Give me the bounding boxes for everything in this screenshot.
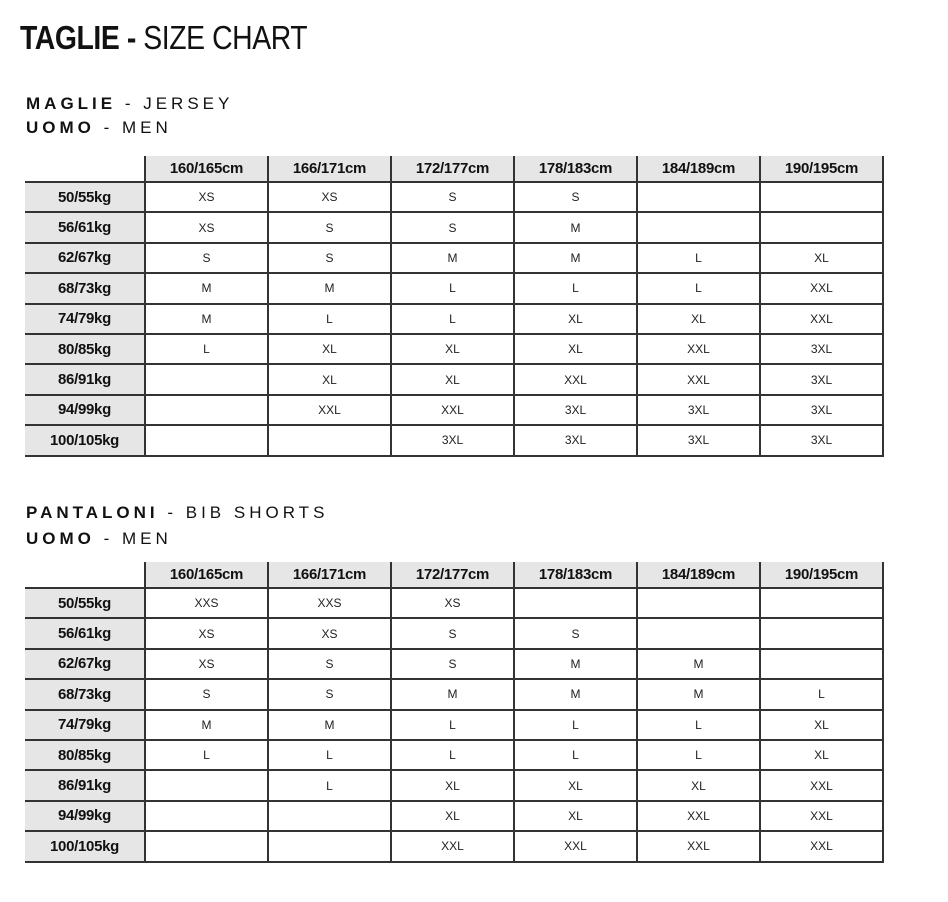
size-cell: M — [514, 649, 637, 679]
jersey-size-table — [25, 156, 884, 457]
size-cell — [268, 831, 391, 861]
table-row — [25, 243, 883, 273]
weight-row-header: 74/79kg — [25, 304, 145, 334]
height-column-header: 172/177cm — [391, 156, 514, 182]
size-cell: L — [391, 710, 514, 740]
size-cell: S — [391, 212, 514, 242]
header-row — [25, 156, 883, 182]
size-cell — [268, 801, 391, 831]
size-cell: L — [391, 273, 514, 303]
bib-shorts-size-table — [25, 562, 884, 863]
size-cell: 3XL — [760, 364, 883, 394]
size-cell: 3XL — [637, 395, 760, 425]
size-cell: XL — [514, 334, 637, 364]
weight-row-header: 100/105kg — [25, 831, 145, 861]
size-cell: XL — [760, 740, 883, 770]
size-cell: S — [268, 243, 391, 273]
weight-row-header: 80/85kg — [25, 334, 145, 364]
size-cell: L — [268, 740, 391, 770]
size-cell: XXL — [391, 395, 514, 425]
bib-shorts-heading — [26, 502, 328, 524]
size-cell: 3XL — [760, 395, 883, 425]
size-cell — [637, 182, 760, 212]
page-title — [20, 18, 307, 58]
size-cell: L — [514, 740, 637, 770]
height-column-header: 160/165cm — [145, 156, 268, 182]
size-cell — [145, 770, 268, 800]
size-cell: XS — [268, 618, 391, 648]
size-cell: M — [145, 304, 268, 334]
size-cell: 3XL — [637, 425, 760, 455]
size-cell: XL — [268, 364, 391, 394]
size-cell: S — [391, 618, 514, 648]
size-cell: XXL — [760, 273, 883, 303]
size-cell: XXL — [637, 801, 760, 831]
size-cell: XL — [391, 770, 514, 800]
size-cell: XL — [268, 334, 391, 364]
size-cell: XL — [514, 770, 637, 800]
size-cell: XXL — [637, 334, 760, 364]
size-cell: S — [145, 243, 268, 273]
size-cell: L — [268, 304, 391, 334]
weight-row-header: 80/85kg — [25, 740, 145, 770]
height-column-header: 190/195cm — [760, 156, 883, 182]
weight-row-header: 56/61kg — [25, 212, 145, 242]
size-cell: M — [391, 679, 514, 709]
size-cell: XXS — [268, 588, 391, 618]
size-cell: L — [391, 304, 514, 334]
weight-row-header: 94/99kg — [25, 395, 145, 425]
bib-shorts-subheading-rest: - MEN — [94, 529, 172, 548]
jersey-heading-bold: MAGLIE — [26, 94, 117, 113]
jersey-heading-rest: - JERSEY — [116, 94, 234, 113]
size-cell: XL — [760, 710, 883, 740]
table-row — [25, 831, 883, 861]
table-row — [25, 710, 883, 740]
page-title-bold: TAGLIE - — [20, 19, 136, 56]
size-cell: S — [514, 618, 637, 648]
size-cell: XL — [391, 801, 514, 831]
size-cell: XXS — [145, 588, 268, 618]
size-cell: S — [145, 679, 268, 709]
size-cell: L — [637, 740, 760, 770]
size-cell: XS — [145, 649, 268, 679]
page-title-rest: SIZE CHART — [135, 19, 308, 56]
weight-row-header: 62/67kg — [25, 243, 145, 273]
height-column-header: 172/177cm — [391, 562, 514, 588]
size-cell: 3XL — [514, 425, 637, 455]
weight-row-header: 50/55kg — [25, 182, 145, 212]
size-cell: L — [637, 710, 760, 740]
table-row — [25, 395, 883, 425]
height-column-header: 166/171cm — [268, 562, 391, 588]
size-cell: XXL — [514, 364, 637, 394]
size-cell: XL — [637, 304, 760, 334]
height-column-header: 184/189cm — [637, 562, 760, 588]
weight-row-header: 94/99kg — [25, 801, 145, 831]
size-cell: M — [637, 649, 760, 679]
size-cell — [760, 182, 883, 212]
corner-cell — [25, 156, 145, 182]
weight-row-header: 50/55kg — [25, 588, 145, 618]
weight-row-header: 68/73kg — [25, 273, 145, 303]
height-column-header: 178/183cm — [514, 156, 637, 182]
weight-row-header: 56/61kg — [25, 618, 145, 648]
size-cell: XXL — [391, 831, 514, 861]
bib-shorts-heading-bold: PANTALONI — [26, 503, 159, 522]
weight-row-header: 74/79kg — [25, 710, 145, 740]
size-cell: S — [268, 679, 391, 709]
table-row — [25, 740, 883, 770]
size-cell — [760, 212, 883, 242]
table-row — [25, 304, 883, 334]
size-cell: XS — [145, 212, 268, 242]
size-cell: M — [514, 212, 637, 242]
size-cell: L — [268, 770, 391, 800]
size-cell: S — [391, 182, 514, 212]
height-column-header: 166/171cm — [268, 156, 391, 182]
header-row — [25, 562, 883, 588]
size-cell: XXL — [637, 364, 760, 394]
size-cell: XXL — [637, 831, 760, 861]
size-cell — [145, 364, 268, 394]
size-cell: M — [514, 243, 637, 273]
size-cell: L — [637, 273, 760, 303]
table-row — [25, 364, 883, 394]
size-cell: M — [145, 273, 268, 303]
size-cell: XL — [637, 770, 760, 800]
size-cell: L — [391, 740, 514, 770]
table-row — [25, 212, 883, 242]
size-cell: M — [637, 679, 760, 709]
table-row — [25, 425, 883, 455]
size-cell: 3XL — [760, 334, 883, 364]
table-row — [25, 801, 883, 831]
table-row — [25, 273, 883, 303]
bib-shorts-subheading-bold: UOMO — [26, 529, 95, 548]
table-row — [25, 334, 883, 364]
size-cell: XXL — [514, 831, 637, 861]
weight-row-header: 86/91kg — [25, 364, 145, 394]
size-cell — [514, 588, 637, 618]
size-cell — [637, 618, 760, 648]
jersey-heading — [26, 93, 233, 115]
size-cell: XXL — [760, 304, 883, 334]
weight-row-header: 62/67kg — [25, 649, 145, 679]
size-cell — [760, 649, 883, 679]
size-cell — [637, 212, 760, 242]
size-cell: L — [514, 710, 637, 740]
size-cell: S — [268, 649, 391, 679]
size-cell: M — [268, 273, 391, 303]
weight-row-header: 86/91kg — [25, 770, 145, 800]
size-cell: M — [514, 679, 637, 709]
size-cell — [760, 618, 883, 648]
size-cell: 3XL — [514, 395, 637, 425]
size-cell: M — [268, 710, 391, 740]
size-cell — [268, 425, 391, 455]
size-cell: L — [514, 273, 637, 303]
weight-row-header: 100/105kg — [25, 425, 145, 455]
size-cell: XL — [760, 243, 883, 273]
size-cell: 3XL — [391, 425, 514, 455]
corner-cell — [25, 562, 145, 588]
table-row — [25, 182, 883, 212]
height-column-header: 160/165cm — [145, 562, 268, 588]
size-cell: M — [145, 710, 268, 740]
size-cell: L — [760, 679, 883, 709]
size-cell: XS — [391, 588, 514, 618]
size-cell: XXL — [268, 395, 391, 425]
size-cell: XL — [391, 334, 514, 364]
jersey-subheading-bold: UOMO — [26, 118, 95, 137]
size-cell — [145, 425, 268, 455]
height-column-header: 184/189cm — [637, 156, 760, 182]
size-cell: XL — [514, 801, 637, 831]
bib-shorts-heading-rest: - BIB SHORTS — [158, 503, 329, 522]
size-cell: S — [514, 182, 637, 212]
size-cell: M — [391, 243, 514, 273]
size-cell: XS — [268, 182, 391, 212]
table-row — [25, 679, 883, 709]
size-cell — [760, 588, 883, 618]
size-cell: XS — [145, 182, 268, 212]
size-cell — [637, 588, 760, 618]
size-cell: S — [391, 649, 514, 679]
size-cell: L — [145, 334, 268, 364]
height-column-header: 190/195cm — [760, 562, 883, 588]
weight-row-header: 68/73kg — [25, 679, 145, 709]
table-row — [25, 588, 883, 618]
size-cell: XS — [145, 618, 268, 648]
size-cell: S — [268, 212, 391, 242]
size-cell: L — [637, 243, 760, 273]
table-row — [25, 618, 883, 648]
size-cell: XL — [391, 364, 514, 394]
size-cell: XL — [514, 304, 637, 334]
table-row — [25, 770, 883, 800]
size-cell: XXL — [760, 831, 883, 861]
size-cell: L — [145, 740, 268, 770]
jersey-subheading-rest: - MEN — [94, 118, 172, 137]
size-cell: XXL — [760, 801, 883, 831]
bib-shorts-subheading — [26, 528, 172, 550]
table-row — [25, 649, 883, 679]
height-column-header: 178/183cm — [514, 562, 637, 588]
size-cell — [145, 831, 268, 861]
jersey-subheading — [26, 117, 172, 139]
size-cell — [145, 395, 268, 425]
size-cell: XXL — [760, 770, 883, 800]
size-cell — [145, 801, 268, 831]
size-cell: 3XL — [760, 425, 883, 455]
